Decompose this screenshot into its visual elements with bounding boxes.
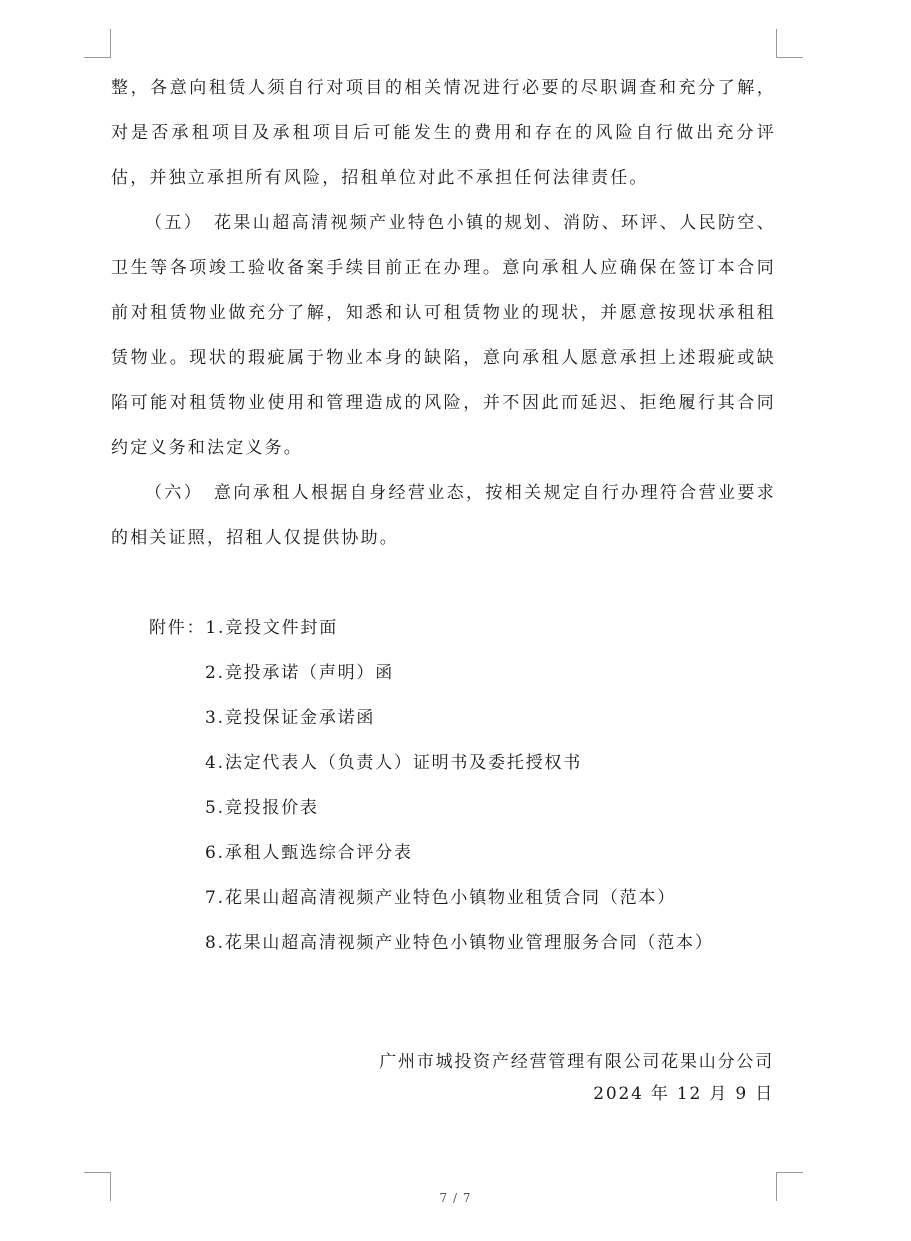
- attachment-heading: 附件：1.竞投文件封面: [149, 618, 339, 638]
- attachment-item: 7.花果山超高清视频产业特色小镇物业租赁合同（范本）: [205, 888, 677, 908]
- attachment-item: 4.法定代表人（负责人）证明书及委托授权书: [205, 753, 583, 773]
- attachment-list: [111, 606, 776, 966]
- document-body: [111, 66, 776, 966]
- blank-line: [111, 561, 776, 606]
- signature-date: 2024 年 12 月 9 日: [593, 1084, 774, 1104]
- attachment-item: 2.竞投承诺（声明）函: [205, 663, 395, 683]
- signature-block: [379, 1046, 774, 1110]
- signature-organization: 广州市城投资产经营管理有限公司花果山分公司: [379, 1052, 774, 1072]
- paragraph-continuation: 整，各意向租赁人须自行对项目的相关情况进行必要的尽职调查和充分了解，对是否承租项目及承租项目后可能发生的费用和存在的风险自行做出充分评估，并独立承担所有风险，招租单位对此不承担任何法律责任。: [111, 78, 776, 188]
- paragraph-item-5: （五） 花果山超高清视频产业特色小镇的规划、消防、环评、人民防空、卫生等各项竣工验收备案手续目前正在办理。意向承租人应确保在签订本合同前对租赁物业做充分了解，知悉和认可租赁物业的现状，并愿意按现状承租租赁物业。现状的瑕疵属于物业本身的缺陷，意向承租人愿意承担上述瑕疵或缺陷可能对租赁物业使用和管理造成的风险，并不因此而延迟、拒绝履行其合同约定义务和法定义务。: [111, 213, 776, 458]
- attachment-item: 8.花果山超高清视频产业特色小镇物业管理服务合同（范本）: [205, 933, 714, 953]
- paragraph-item-6: （六） 意向承租人根据自身经营业态，按相关规定自行办理符合营业要求的相关证照，招租人仅提供协助。: [111, 483, 776, 548]
- page-number: 7 / 7: [439, 1191, 472, 1205]
- attachment-item: 5.竞投报价表: [205, 798, 319, 818]
- crop-mark-top-left: [84, 29, 111, 58]
- attachment-item: 3.竞投保证金承诺函: [205, 708, 376, 728]
- crop-mark-top-right: [776, 29, 803, 58]
- attachment-item: 6.承租人甄选综合评分表: [205, 843, 413, 863]
